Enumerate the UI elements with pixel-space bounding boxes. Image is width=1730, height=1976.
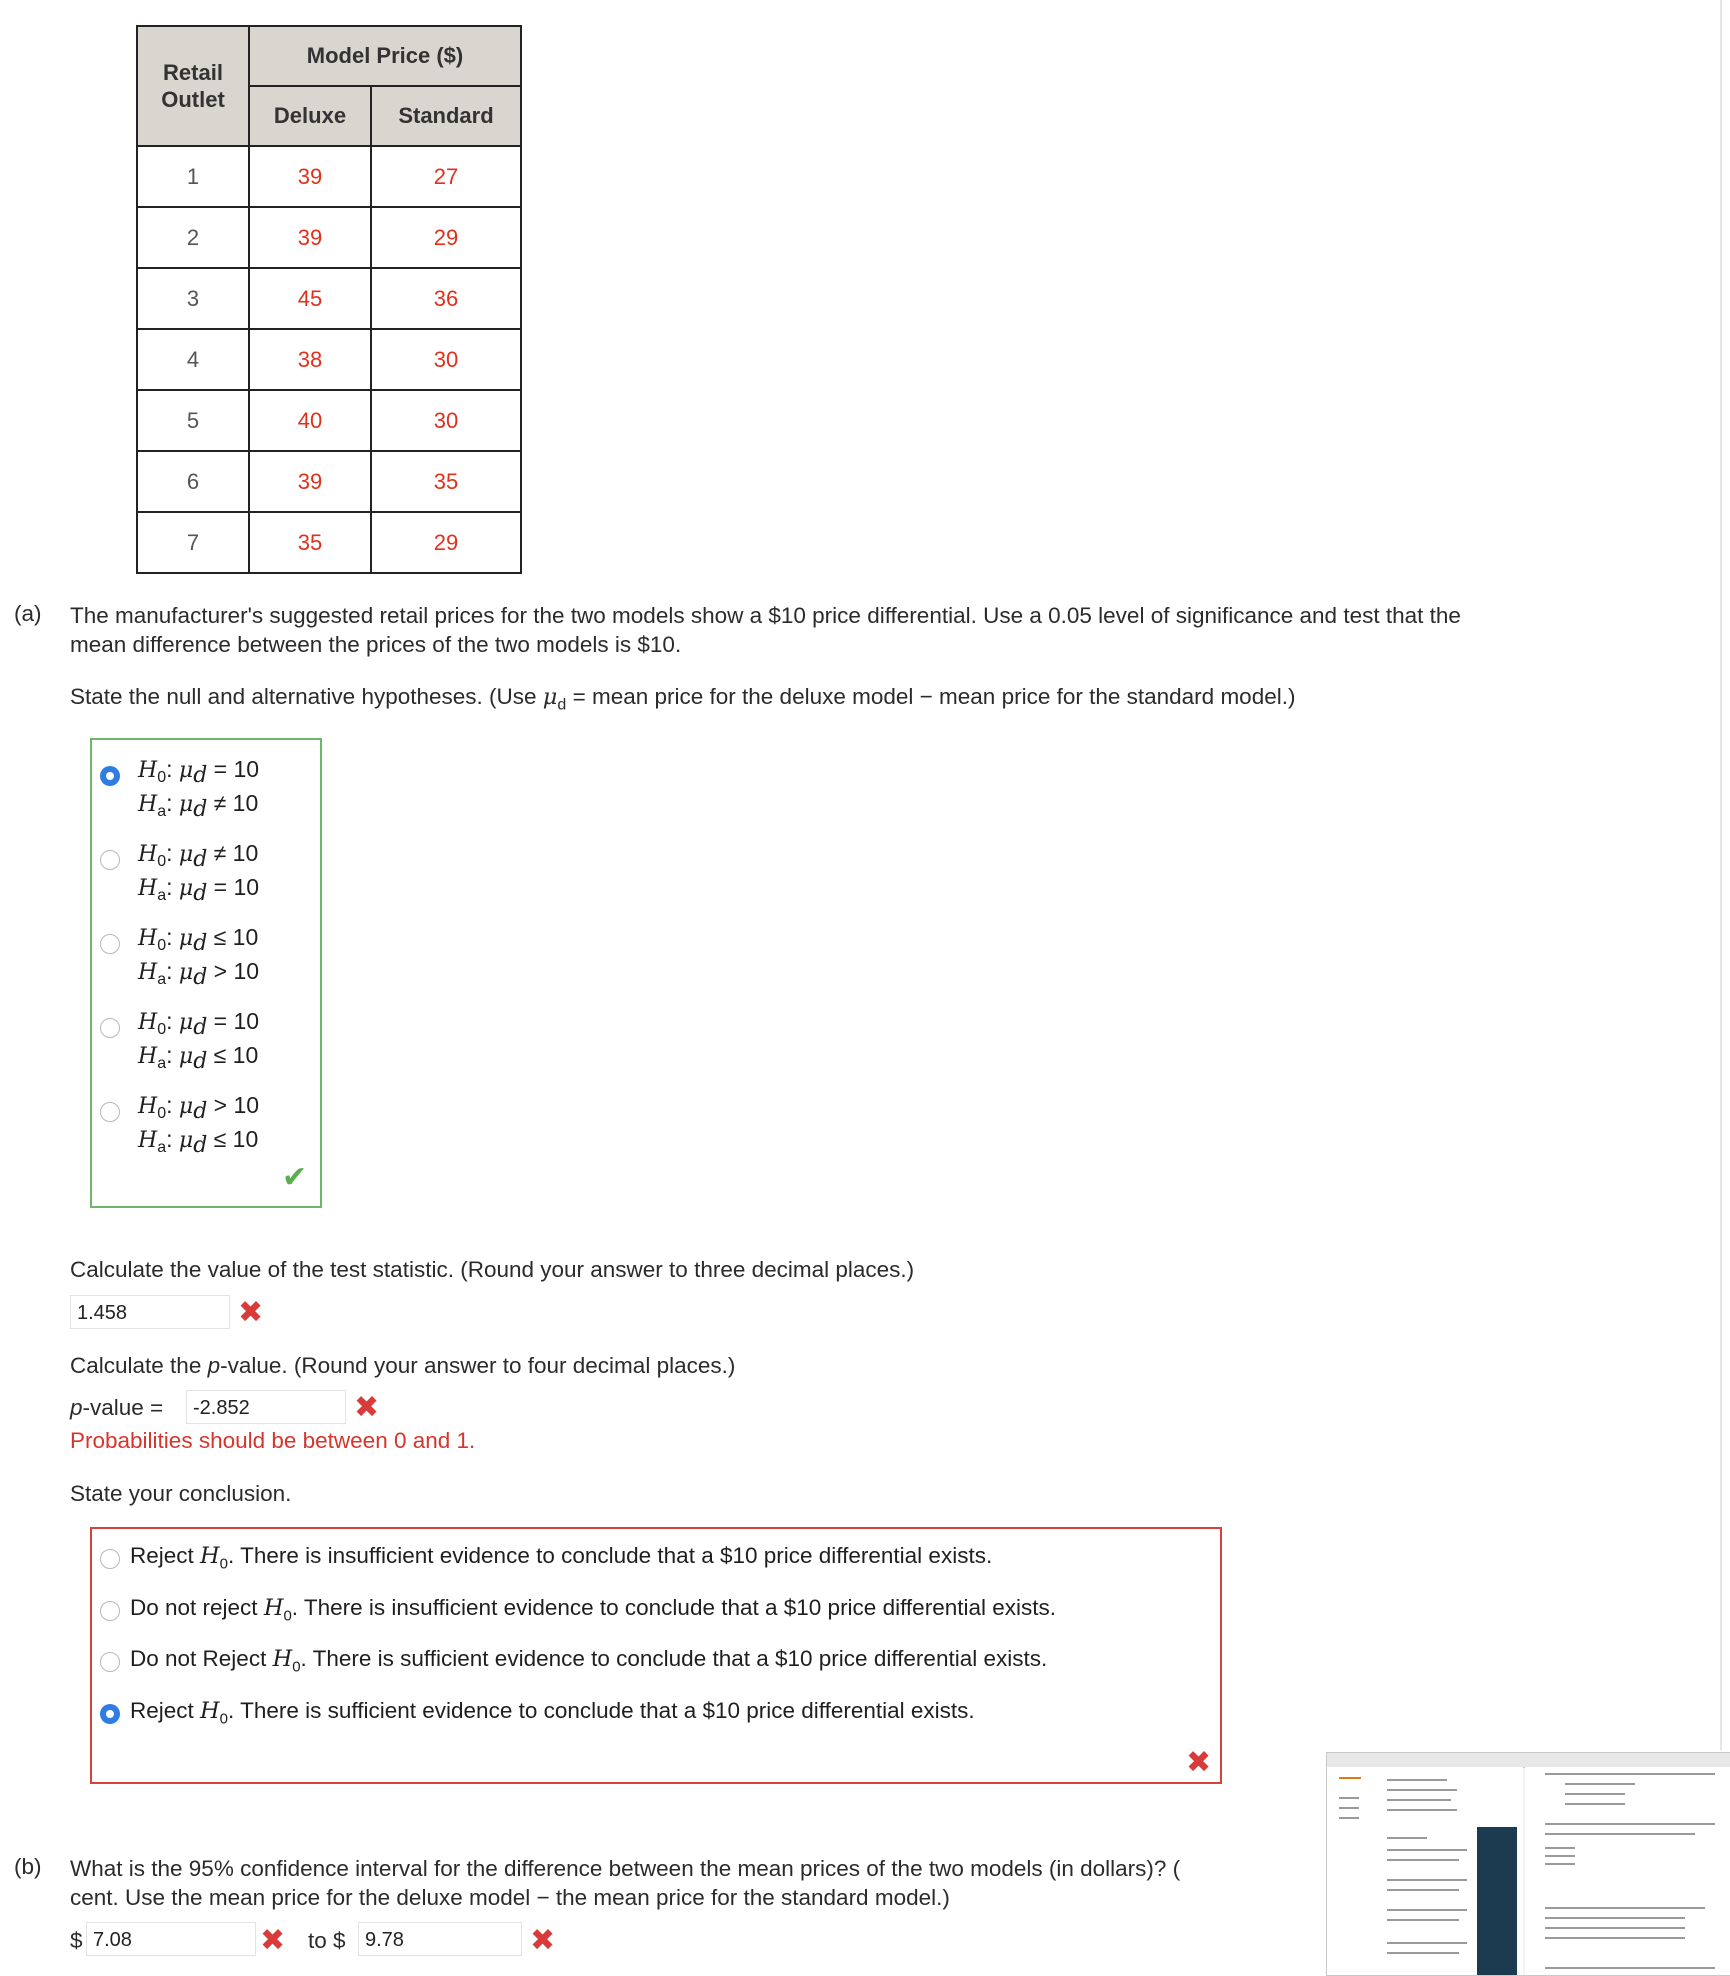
radio-button[interactable] — [100, 1549, 120, 1569]
test-stat-input[interactable]: 1.458 — [70, 1295, 230, 1329]
model-price-header: Model Price ($) — [249, 26, 521, 86]
price-table — [136, 25, 522, 574]
ci-upper-input[interactable]: 9.78 — [358, 1922, 522, 1956]
x-icon: ✖ — [1186, 1746, 1212, 1779]
outlet-cell: 7 — [137, 512, 249, 573]
radio-button[interactable] — [100, 850, 120, 870]
conclusion-prompt: State your conclusion. — [70, 1481, 292, 1506]
dollar-sign: $ — [70, 1928, 83, 1953]
check-icon: ✔ — [282, 1161, 308, 1194]
x-icon: ✖ — [260, 1924, 286, 1957]
h0-line: $H_0$: $\mu_d \ne 10$ — [138, 840, 259, 872]
h0-line: $H_0$: $\mu_d \le 10$ — [138, 924, 259, 956]
part-b-prompt — [70, 1854, 1326, 1912]
instruction-suffix: = mean price for the deluxe model − mean price for the standard model.) — [566, 684, 1296, 709]
standard-cell: 30 — [371, 390, 521, 451]
standard-cell: 29 — [371, 207, 521, 268]
part-a-label: (a) — [14, 601, 42, 626]
outlet-cell: 3 — [137, 268, 249, 329]
radio-button[interactable] — [100, 1601, 120, 1621]
part-a-prompt-line1: The manufacturer's suggested retail prices for the two models show a $10 price differential. Use a 0.05 level of significance and test that the — [70, 603, 1461, 628]
part-b-prompt-line1: What is the 95% confidence interval for the difference between the mean prices of the two models (in dollars)? ( — [70, 1856, 1181, 1881]
deluxe-cell: 38 — [249, 329, 371, 390]
retail-outlet-header — [137, 26, 249, 146]
thumbnail-right-pane — [1525, 1767, 1730, 1975]
standard-cell: 30 — [371, 329, 521, 390]
radio-selected[interactable] — [100, 766, 120, 786]
mu-subscript: d — [557, 696, 567, 714]
part-b-label: (b) — [14, 1854, 42, 1879]
radio-button[interactable] — [100, 1652, 120, 1672]
standard-header: Standard — [371, 86, 521, 146]
scrollbar[interactable] — [1720, 0, 1722, 1750]
outlet-cell: 5 — [137, 390, 249, 451]
conclusion-label: Do not reject $H_0$. There is insufficient evidence to conclude that a $10 price differential exists. — [130, 1595, 1056, 1625]
screenshot-thumbnail[interactable] — [1326, 1752, 1730, 1976]
table-row — [137, 451, 521, 512]
conclusion-label: Reject $H_0$. There is sufficient evidence to conclude that a $10 price differential exists. — [130, 1698, 975, 1728]
deluxe-header: Deluxe — [249, 86, 371, 146]
ha-line: $H_a$: $\mu_d \le 10$ — [138, 1042, 259, 1074]
conclusion-box — [90, 1527, 1222, 1784]
thumbnail-left-pane — [1327, 1767, 1523, 1975]
pvalue-label: p-value = — [70, 1395, 164, 1420]
outlet-cell: 6 — [137, 451, 249, 512]
h0-line: $H_0$: $\mu_d = 10$ — [138, 1008, 260, 1040]
h0-line: $H_0$: $\mu_d = 10$ — [138, 756, 260, 788]
part-a-prompt — [70, 601, 1650, 659]
radio-button[interactable] — [100, 934, 120, 954]
ha-line: $H_a$: $\mu_d > 10$ — [138, 958, 260, 990]
instruction-prefix: State the null and alternative hypotheses. (Use — [70, 684, 543, 709]
table-row — [137, 207, 521, 268]
ci-lower-input[interactable]: 7.08 — [86, 1922, 256, 1956]
deluxe-cell: 40 — [249, 390, 371, 451]
radio-selected[interactable] — [100, 1704, 120, 1724]
mu-symbol: μ — [542, 684, 558, 710]
retail-outlet-header-line2: Outlet — [161, 87, 225, 112]
retail-outlet-header-line1: Retail — [163, 60, 223, 85]
outlet-cell: 1 — [137, 146, 249, 207]
deluxe-cell: 39 — [249, 451, 371, 512]
thumbnail-toolbar — [1327, 1753, 1730, 1768]
conclusion-label: Reject $H_0$. There is insufficient evidence to conclude that a $10 price differential exists. — [130, 1543, 993, 1573]
deluxe-cell: 35 — [249, 512, 371, 573]
deluxe-cell: 39 — [249, 146, 371, 207]
standard-cell: 27 — [371, 146, 521, 207]
standard-cell: 35 — [371, 451, 521, 512]
table-row — [137, 390, 521, 451]
deluxe-cell: 39 — [249, 207, 371, 268]
standard-cell: 36 — [371, 268, 521, 329]
table-row — [137, 268, 521, 329]
radio-button[interactable] — [100, 1018, 120, 1038]
x-icon: ✖ — [530, 1924, 556, 1957]
deluxe-cell: 45 — [249, 268, 371, 329]
conclusion-label: Do not Reject $H_0$. There is sufficient evidence to conclude that a $10 price differential exists. — [130, 1646, 1048, 1676]
ha-line: $H_a$: $\mu_d \ne 10$ — [138, 790, 259, 822]
part-b-prompt-line2: cent. Use the mean price for the deluxe model − the mean price for the standard model.) — [70, 1885, 950, 1910]
ha-line: $H_a$: $\mu_d \le 10$ — [138, 1126, 259, 1158]
table-row — [137, 146, 521, 207]
standard-cell: 29 — [371, 512, 521, 573]
to-label: to $ — [308, 1928, 346, 1953]
outlet-cell: 2 — [137, 207, 249, 268]
h0-line: $H_0$: $\mu_d > 10$ — [138, 1092, 260, 1124]
x-icon: ✖ — [354, 1391, 380, 1424]
hypothesis-instruction — [70, 682, 1295, 720]
table-row — [137, 512, 521, 573]
x-icon: ✖ — [238, 1296, 264, 1329]
pvalue-prompt: Calculate the p-value. (Round your answer to four decimal places.) — [70, 1353, 736, 1378]
part-a-prompt-line2: mean difference between the prices of the two models is $10. — [70, 632, 682, 657]
pvalue-error-message: Probabilities should be between 0 and 1. — [70, 1428, 476, 1453]
ha-line: $H_a$: $\mu_d = 10$ — [138, 874, 260, 906]
test-stat-prompt: Calculate the value of the test statistic. (Round your answer to three decimal places.) — [70, 1257, 915, 1282]
hypotheses-box — [90, 738, 322, 1208]
outlet-cell: 4 — [137, 329, 249, 390]
pvalue-input[interactable]: -2.852 — [186, 1390, 346, 1424]
table-row — [137, 329, 521, 390]
radio-button[interactable] — [100, 1102, 120, 1122]
